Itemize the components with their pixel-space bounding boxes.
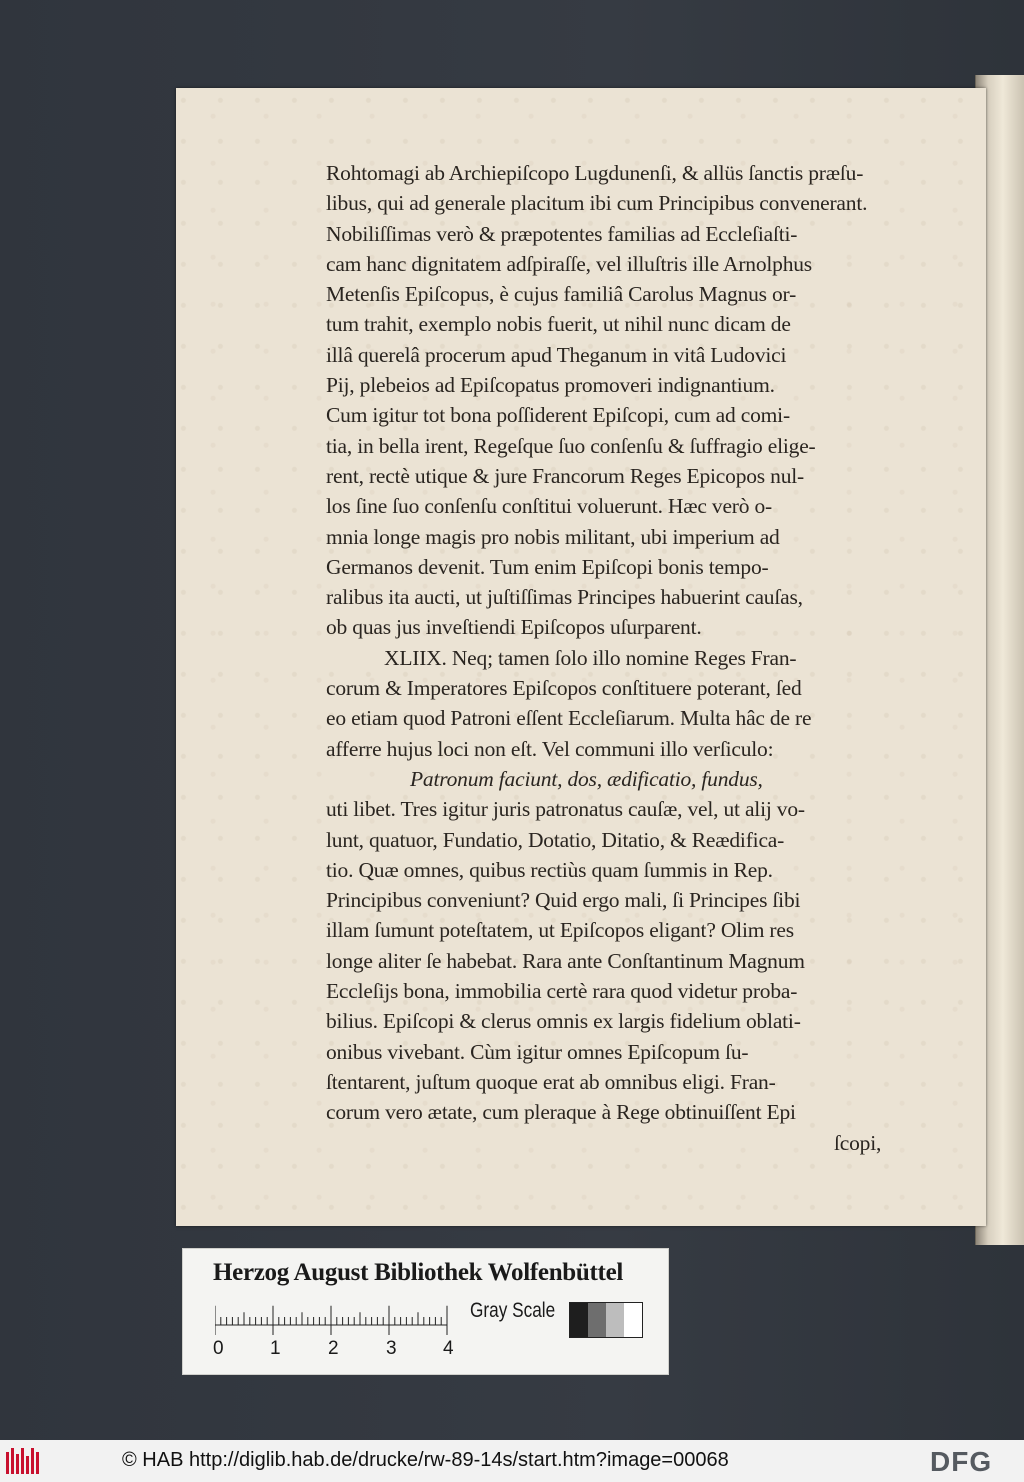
hab-logo-bar — [26, 1456, 29, 1474]
text-line: lunt, quatuor, Fundatio, Dotatio, Ditatio, & Reædifica- — [326, 827, 785, 852]
footer-credit-link[interactable]: © HAB http://diglib.hab.de/drucke/rw-89-14s/start.htm?image=00068 — [122, 1449, 729, 1471]
text-line: eo etiam quod Patroni eſſent Eccleſiarum. Multa hâc de re — [326, 706, 812, 731]
text-line: ralibus ita aucti, ut juſtiſſimas Principes habuerint cauſas, — [326, 585, 803, 610]
hab-logo-bar — [31, 1448, 34, 1474]
text-line: Pij, plebeios ad Epiſcopatus promoveri indignantium. — [326, 373, 775, 398]
text-line: Rohtomagi ab Archiepiſcopo Lugdunenſi, & allüs ſanctis præſu- — [326, 161, 864, 185]
text-line: illâ querelâ procerum apud Theganum in vitâ Ludovici — [326, 342, 787, 367]
text-line: onibus vivebant. Cùm igitur omnes Epiſcopum ſu- — [326, 1039, 749, 1064]
text-line: Nobiliſſimas verò & præpotentes familias ad Eccleſiaſti- — [326, 221, 798, 246]
library-name: Herzog August Bibliothek Wolfenbüttel — [213, 1259, 624, 1286]
text-line: Metenſis Epiſcopus, è cujus familiâ Carolus Magnus or- — [326, 282, 797, 307]
text-line: tia, in bella irent, Regeſque ſuo conſenſu & ſuffragio elige- — [326, 433, 816, 458]
text-line: ſtentarent, juſtum quoque erat ab omnibus eligi. Fran- — [326, 1069, 776, 1094]
text-line: bilius. Epiſcopi & clerus omnis ex largis fidelium oblati- — [326, 1009, 801, 1034]
gray-swatch — [588, 1303, 606, 1337]
ruler-number: 0 — [213, 1338, 224, 1359]
text-line: mnia longe magis pro nobis militant, ubi imperium ad — [326, 524, 780, 549]
ruler-number: 2 — [328, 1338, 339, 1359]
text-line: cam hanc dignitatem adſpiraſſe, vel illuſtris ille Arnolphus — [326, 251, 812, 276]
text-line: corum & Imperatores Epiſcopos conſtituere poterant, ſed — [326, 676, 802, 701]
text-line: Eccleſijs bona, immobilia certè rara quod videtur proba- — [326, 979, 798, 1004]
page-text — [326, 158, 936, 1158]
text-line: XLIIX. Neq; tamen ſolo illo nomine Reges Fran- — [384, 645, 797, 670]
library-label-card — [182, 1248, 669, 1375]
hab-logo-bar — [11, 1448, 14, 1474]
hab-logo-bar — [16, 1454, 19, 1474]
hab-logo-bar — [36, 1452, 39, 1474]
text-line: illam ſumunt poteſtatem, ut Epiſcopos eligant? Olim res — [326, 918, 794, 943]
text-line: longe aliter ſe habebat. Rara ante Conſtantinum Magnum — [326, 948, 805, 973]
text-line: tum trahit, exemplo nobis fuerit, ut nihil nunc dicam de — [326, 312, 791, 337]
gray-scale-swatches — [569, 1302, 643, 1338]
hab-logo-bar — [21, 1448, 24, 1474]
ruler-number: 4 — [443, 1338, 454, 1359]
gray-swatch — [606, 1303, 624, 1337]
text-line: los ſine ſuo conſenſu conſtitui voluerunt. Hæc verò o- — [326, 494, 772, 519]
text-line: uti libet. Tres igitur juris patronatus cauſæ, vel, ut alij vo- — [326, 797, 805, 822]
gray-swatch — [570, 1303, 588, 1337]
footer-bar — [0, 1440, 1024, 1482]
text-line: afferre hujus loci non eſt. Vel communi illo verſiculo: — [326, 736, 774, 761]
text-line: ob quas jus inveſtiendi Epiſcopos uſurparent. — [326, 615, 702, 640]
text-line: ſcopi, — [834, 1130, 882, 1155]
text-line: Principibus conveniunt? Quid ergo mali, ſi Principes ſibi — [326, 888, 801, 913]
dfg-logo: DFG — [930, 1446, 993, 1477]
text-line: libus, qui ad generale placitum ibi cum Principibus convenerant. — [326, 191, 868, 216]
text-line: Patronum faciunt, dos, ædificatio, fundus, — [410, 766, 763, 791]
hab-logo-bar — [6, 1452, 9, 1474]
gray-swatch — [624, 1303, 642, 1337]
text-line: Germanos devenit. Tum enim Epiſcopi bonis tempo- — [326, 554, 769, 579]
hab-logo-icon — [6, 1448, 42, 1474]
text-line: corum vero ætate, cum pleraque à Rege obtinuiſſent Epi — [326, 1100, 796, 1125]
ruler-number: 1 — [270, 1338, 281, 1359]
text-line: rent, rectè utique & jure Francorum Reges Epicopos nul- — [326, 463, 804, 488]
ruler-scale — [215, 1305, 455, 1339]
ruler-number: 3 — [386, 1338, 397, 1359]
document-page — [176, 88, 986, 1226]
gray-scale-label: Gray Scale — [470, 1299, 556, 1322]
text-line: Cum igitur tot bona poſſiderent Epiſcopi, cum ad comi- — [326, 403, 790, 428]
text-line: tio. Quæ omnes, quibus rectiùs quam ſummis in Rep. — [326, 857, 773, 882]
